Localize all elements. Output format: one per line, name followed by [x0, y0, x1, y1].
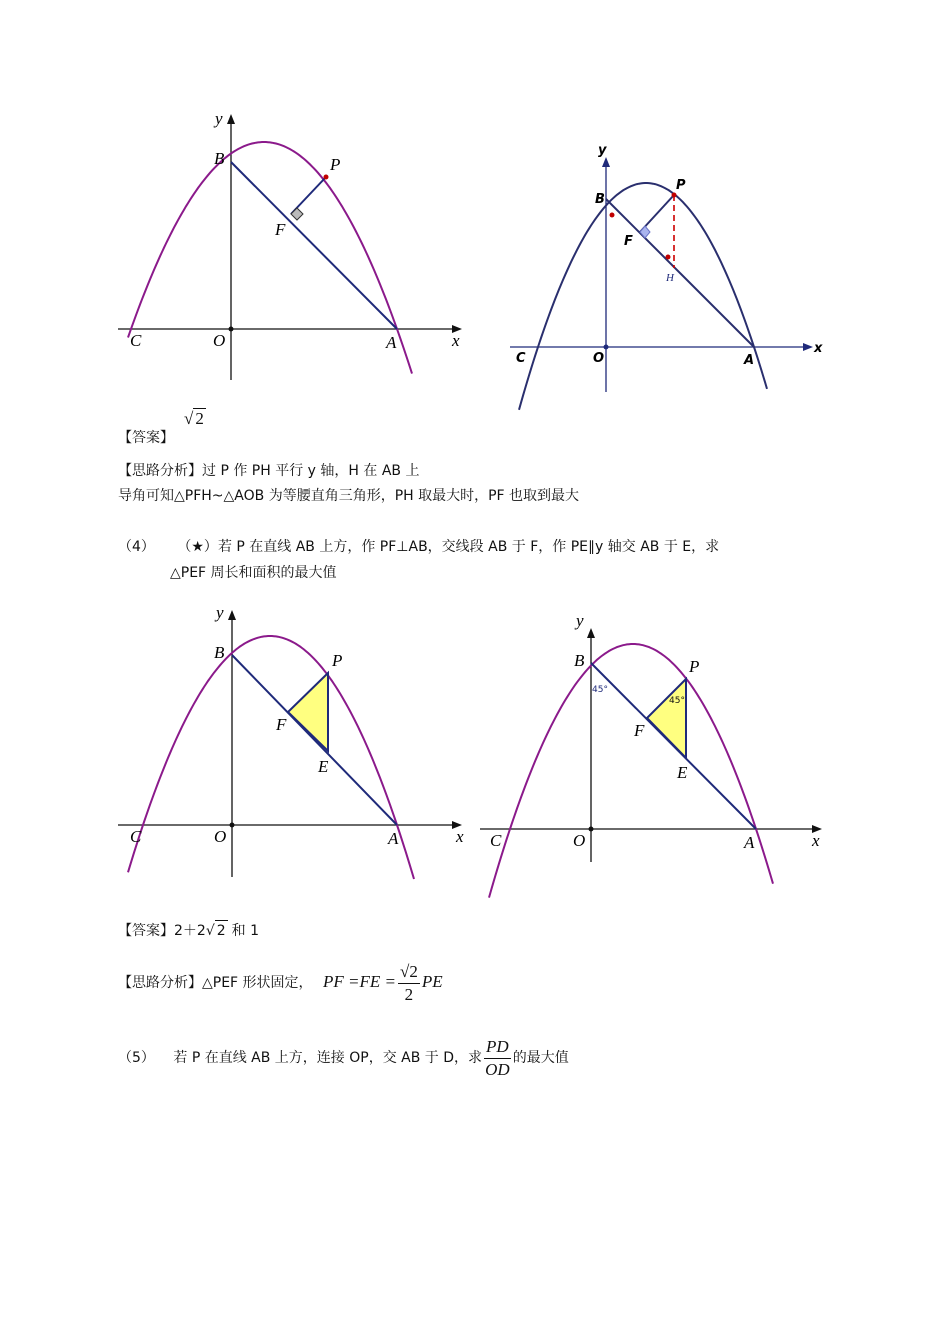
label-c: C: [130, 827, 142, 846]
label-p: P: [330, 155, 341, 174]
label-p: P: [676, 178, 686, 193]
answer-part-b: 和 1: [231, 923, 260, 939]
parabola: [489, 644, 773, 898]
label-f: F: [276, 715, 287, 734]
label-a: A: [744, 353, 755, 368]
analysis-tag: 【思路分析】: [118, 975, 202, 991]
analysis-line-4: [118, 958, 443, 1007]
answer-tag: 【答案】: [118, 430, 174, 446]
point-o: [589, 827, 594, 832]
label-f: F: [634, 721, 645, 740]
label-x: x: [452, 331, 460, 350]
label-y: y: [598, 143, 607, 158]
label-f: F: [275, 220, 286, 239]
label-b: B: [595, 192, 605, 207]
label-f: F: [624, 234, 633, 249]
label-b: B: [574, 651, 585, 670]
sqrt-radicand: 2: [195, 409, 204, 428]
label-h: H: [666, 272, 674, 284]
sqrt-expression: √ 2: [184, 409, 204, 428]
question-fraction: [484, 1036, 511, 1081]
triangle-pef: [647, 679, 686, 758]
formula-rhs: PE: [421, 972, 443, 991]
answer-part-a: 2＋2: [174, 923, 206, 939]
formula: [323, 961, 443, 1004]
question-text-after: 的最大值: [512, 1050, 569, 1066]
label-b: B: [214, 643, 225, 662]
formula-lhs: PF =FE =: [323, 972, 396, 991]
formula-fraction: [398, 961, 420, 1006]
answer-line-4: [118, 920, 259, 941]
analysis-text: △PEF 形状固定，: [202, 975, 313, 991]
label-e: E: [677, 763, 688, 782]
question-text-before: 若 P 在直线 AB 上方，连接 OP，交 AB 于 D，求: [173, 1050, 483, 1066]
question-number: （5）: [118, 1050, 155, 1066]
label-a: A: [744, 833, 755, 852]
star-badge: （★）: [177, 539, 218, 555]
question-number: （4）: [118, 539, 155, 555]
sqrt-expression: √ 2: [206, 920, 228, 941]
label-a: A: [388, 829, 399, 848]
label-o: O: [573, 831, 586, 850]
label-o: O: [214, 827, 227, 846]
line-ab: [591, 663, 756, 829]
answer-tag: 【答案】: [118, 923, 174, 939]
y-axis-arrow-icon: [587, 628, 595, 638]
label-p: P: [332, 651, 343, 670]
label-e: E: [318, 757, 329, 776]
sqrt-radicand: 2: [215, 920, 228, 941]
fraction-numerator: PD: [484, 1036, 511, 1059]
analysis-tag: 【思路分析】: [118, 463, 202, 479]
formula-denominator: 2: [404, 984, 414, 1004]
fraction-denominator: OD: [485, 1059, 510, 1079]
angle-label-b: 45°: [592, 685, 608, 695]
label-x: x: [456, 827, 464, 846]
question-5: [118, 1034, 569, 1082]
label-c: C: [516, 351, 526, 366]
formula-numerator: √2: [398, 961, 420, 984]
label-y: y: [576, 611, 584, 630]
label-y: y: [215, 109, 223, 128]
label-b: B: [214, 149, 225, 168]
label-x: x: [814, 341, 823, 356]
analysis-text-2: 导角可知△PFH~△AOB 为等腰直角三角形，PH 取最大时，PF 也取到最大: [118, 488, 580, 504]
label-a: A: [386, 333, 397, 352]
label-o: O: [213, 331, 226, 350]
question-text-1: 若 P 在直线 AB 上方，作 PF⊥AB，交线段 AB 于 F，作 PE∥y 轴交 AB 于 E，求: [217, 539, 720, 555]
label-c: C: [130, 331, 142, 350]
label-c: C: [490, 831, 502, 850]
label-y: y: [216, 603, 224, 622]
analysis-text-1: 过 P 作 PH 平行 y 轴，H 在 AB 上: [202, 463, 420, 479]
label-p: P: [689, 657, 700, 676]
label-o: O: [593, 351, 605, 366]
angle-label-p: 45°: [669, 696, 685, 706]
question-text-2: △PEF 周长和面积的最大值: [170, 565, 337, 581]
label-x: x: [812, 831, 820, 850]
